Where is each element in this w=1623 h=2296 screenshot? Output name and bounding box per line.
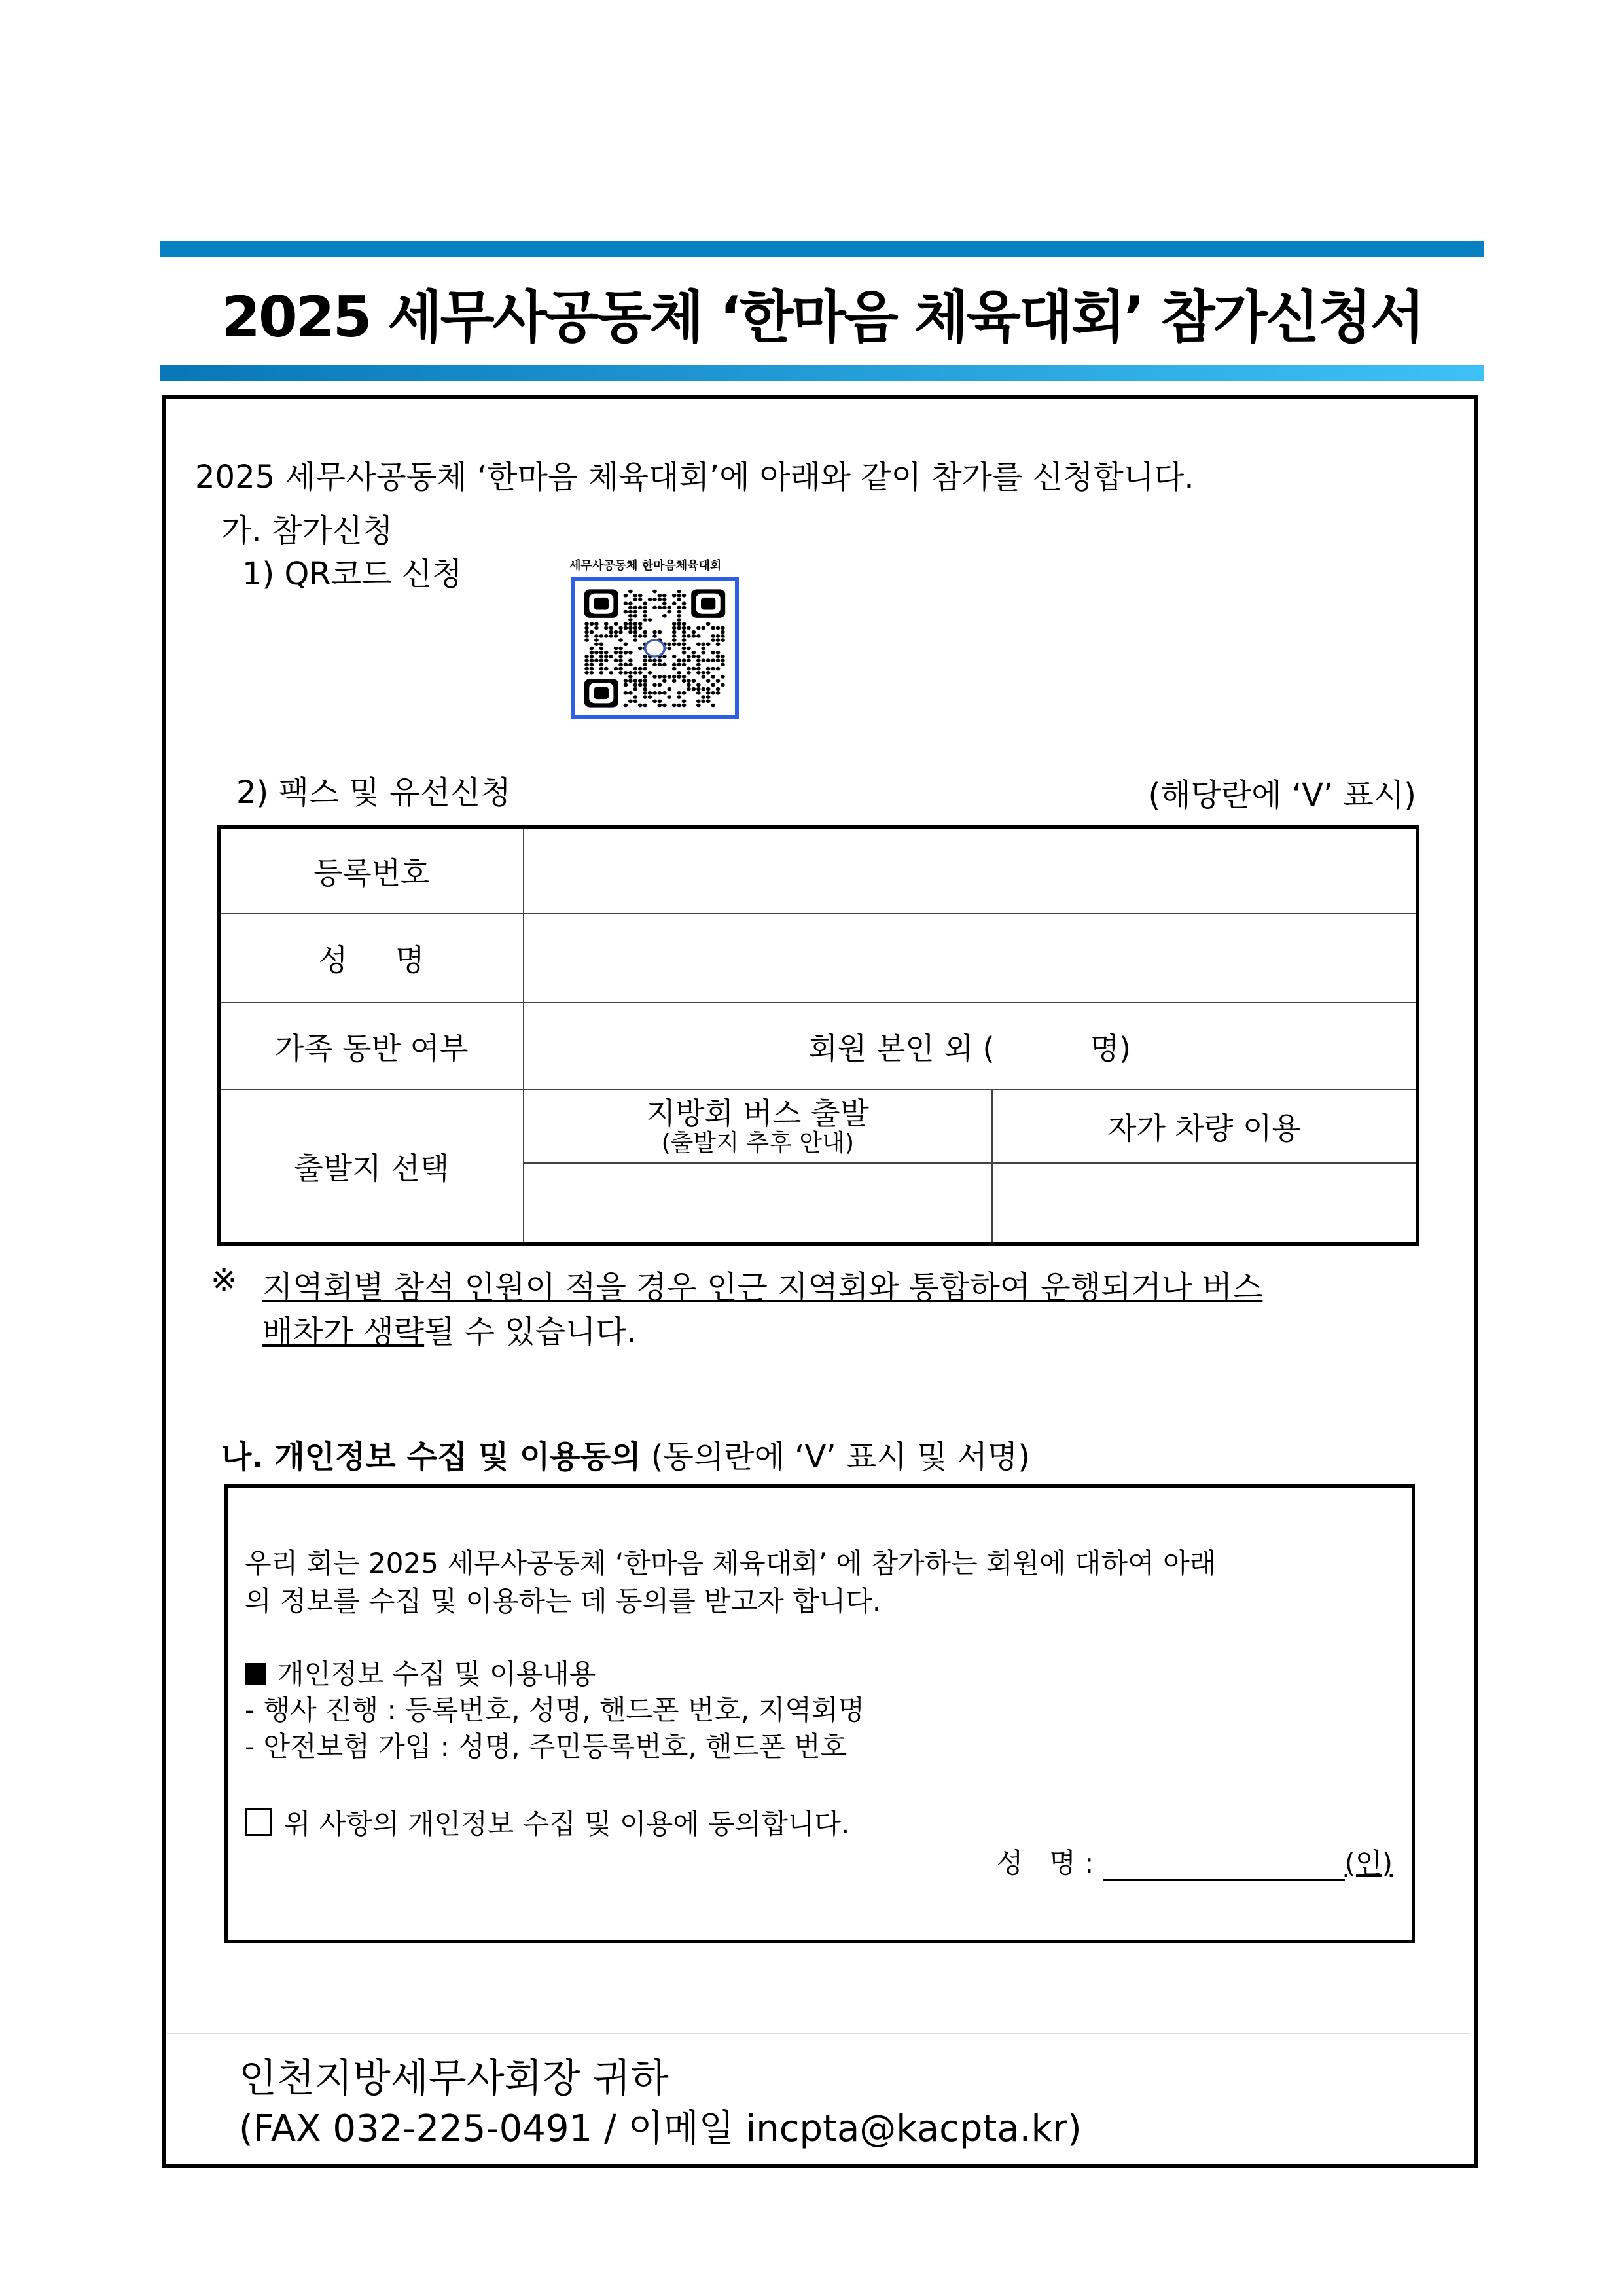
section-a-heading: 가. 참가신청: [221, 512, 393, 549]
family-count-input[interactable]: 회원 본인 외 ( 명): [524, 1003, 1418, 1090]
page-title: 2025 세무사공동체 ‘한마음 체육대회’ 참가신청서: [221, 285, 1423, 350]
signature-input[interactable]: [1103, 1853, 1345, 1881]
name-input[interactable]: [524, 914, 1418, 1003]
consent-para-1: 우리 회는 2025 세무사공동체 ‘한마음 체육대회’ 에 참가하는 회원에 대하여 아래: [245, 1547, 1217, 1579]
qr-caption: 세무사공동체 한마음체육대회: [569, 559, 722, 573]
note-mark: ※: [211, 1262, 238, 1299]
consent-checkbox[interactable]: [245, 1808, 272, 1836]
intro-text: 2025 세무사공동체 ‘한마음 체육대회’에 아래와 같이 참가를 신청합니다.: [195, 459, 1194, 495]
note-line-1: [262, 1262, 1455, 1307]
list-heading: [245, 1653, 596, 1692]
note-underlined-2: 배차가 생략: [262, 1314, 425, 1350]
bus-option-check[interactable]: [524, 1163, 993, 1244]
name-label: 성 명: [219, 914, 524, 1003]
reg-no-input[interactable]: [524, 827, 1418, 914]
note-rest: 될 수 있습니다.: [424, 1314, 637, 1350]
note-underlined-1: 지역회별 참석 인원이 적을 경우 인근 지역회와 통합하여 운행되거나 버스: [262, 1269, 1263, 1306]
qr-item-label: 1) QR코드 신청: [242, 556, 463, 592]
fax-item-label: 2) 팩스 및 유선신청: [236, 774, 511, 811]
header-top-bar: [160, 241, 1484, 257]
qr-code-icon: [575, 581, 735, 715]
bus-option-header: [524, 1090, 993, 1163]
black-square-icon: [245, 1663, 266, 1685]
list-heading-text: 개인정보 수집 및 이용내용: [277, 1658, 596, 1690]
recipient: 인천지방세무사회장 귀하: [239, 2056, 669, 2102]
header-bottom-bar: [160, 365, 1484, 381]
car-option-check[interactable]: [992, 1163, 1418, 1244]
section-b-heading: 나. 개인정보 수집 및 이용동의: [221, 1439, 641, 1475]
signature-label: 성 명 :: [996, 1847, 1094, 1879]
family-label: 가족 동반 여부: [219, 1003, 524, 1090]
contact-info: (FAX 032-225-0491 / 이메일 incpta@kacpta.kr): [239, 2108, 1082, 2150]
section-b-hint: (동의란에 ‘V’ 표시 및 서명): [651, 1439, 1030, 1475]
reg-no-label: 등록번호: [219, 827, 524, 914]
consent-para-2: 의 정보를 수집 및 이용하는 데 동의를 받고자 합니다.: [245, 1585, 882, 1617]
list-item-1: - 행사 진행 : 등록번호, 성명, 핸드폰 번호, 지역회명: [245, 1694, 865, 1726]
consent-row: [245, 1803, 849, 1842]
qr-code[interactable]: [571, 577, 739, 719]
signature-row: [997, 1842, 1393, 1881]
bus-option-note: (출발지 추후 안내): [661, 1129, 855, 1157]
note-line-2: [262, 1306, 636, 1352]
footer-divider: [166, 2033, 1470, 2034]
seal-label: (인): [1344, 1847, 1393, 1879]
car-option-label: 자가 차량 이용: [992, 1090, 1418, 1163]
consent-label: 위 사항의 개인정보 수집 및 이용에 동의합니다.: [284, 1808, 850, 1840]
application-table: [217, 825, 1419, 1246]
bus-option-label: 지방회 버스 출발: [646, 1095, 869, 1131]
fax-hint: (해당란에 ‘V’ 표시): [1148, 777, 1416, 814]
list-item-2: - 안전보험 가입 : 성명, 주민등록번호, 핸드폰 번호: [245, 1731, 847, 1763]
departure-label: 출발지 선택: [219, 1090, 524, 1244]
section-b-title: [221, 1431, 1030, 1477]
